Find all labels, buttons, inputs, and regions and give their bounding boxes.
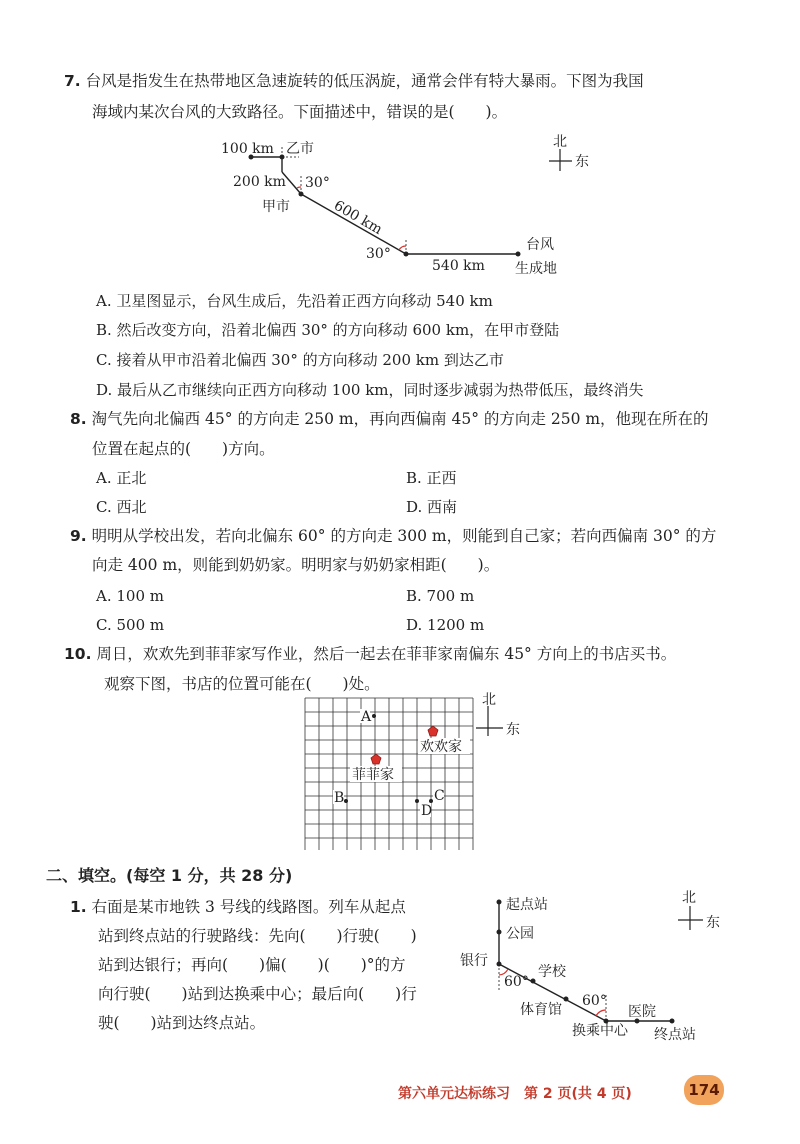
q10-point-a: A xyxy=(361,709,372,725)
s2q1-compass xyxy=(678,890,720,931)
s2q1-station-park: 公园 xyxy=(506,926,534,942)
q9-option-c[interactable]: C. 500 m xyxy=(96,616,165,634)
s2q1-label-ang1: 60° xyxy=(504,974,529,990)
q10-north-label: 北 xyxy=(482,692,496,708)
q7-label-540km: 540 km xyxy=(432,258,485,274)
q8-option-a[interactable]: A. 正北 xyxy=(96,469,147,487)
s2q1-subway-map xyxy=(0,880,800,1050)
q8-option-b[interactable]: B. 正西 xyxy=(406,469,457,487)
q7-typhoon-diagram xyxy=(0,0,800,290)
s2q1-station-end: 终点站 xyxy=(654,1027,696,1043)
q8-number: 8. xyxy=(70,410,87,428)
q10-east-label: 东 xyxy=(506,722,520,738)
q9-line2: 向走 400 m，则能到奶奶家。明明家与奶奶家相距( )。 xyxy=(92,556,500,574)
q8-option-d[interactable]: D. 西南 xyxy=(406,498,458,516)
q7-label-typhoon: 台风 xyxy=(526,237,554,253)
page-number-badge: 174 xyxy=(684,1075,724,1105)
q10-point-c: C xyxy=(434,788,445,804)
s2q1-text1: 右面是某市地铁 3 号线的线路图。列车从起点 xyxy=(91,898,406,916)
s2q1-line2: 站到终点站的行驶路线：先向( )行驶( ) xyxy=(98,927,417,945)
q9-text1: 明明从学校出发，若向北偏东 60° 的方向走 300 m，则能到自己家；若向西偏南 30° 的方 xyxy=(91,527,717,545)
s2q1-station-school: 学校 xyxy=(538,964,566,980)
s2q1-station-hospital: 医院 xyxy=(628,1004,656,1020)
q10-feifei-house-icon xyxy=(371,754,381,764)
s2q1-line5: 驶( )站到达终点站。 xyxy=(98,1014,266,1032)
q10-label-feifei: 菲菲家 xyxy=(352,767,394,783)
s2q1-label-ang2: 60° xyxy=(582,993,607,1009)
section2-title: 二、填空。(每空 1 分，共 28 分) xyxy=(46,866,293,885)
s2q1-line3: 站到达银行；再向( )偏( )( )°的方 xyxy=(98,956,406,974)
q10-number: 10. xyxy=(64,645,92,663)
q7-compass xyxy=(549,134,589,171)
q8-text1: 淘气先向北偏西 45° 的方向走 250 m，再向西偏南 45° 的方向走 250 m，他现在所在的 xyxy=(91,410,709,428)
q9-number: 9. xyxy=(70,527,87,545)
s2q1-east-label: 东 xyxy=(706,915,720,931)
s2q1-north-label: 北 xyxy=(682,890,696,906)
q7-north-label: 北 xyxy=(553,134,567,150)
q9-line1 xyxy=(70,526,716,546)
q7-east-label: 东 xyxy=(575,154,589,170)
q7-number: 7. xyxy=(64,72,81,90)
footer-text: 第六单元达标练习 第 2 页(共 4 页) xyxy=(398,1086,632,1102)
q7-label-600km: 600 km xyxy=(331,197,385,238)
q9-option-d[interactable]: D. 1200 m xyxy=(406,616,485,634)
s2q1-station-gym: 体育馆 xyxy=(520,1002,562,1018)
q7-label-ang1: 30° xyxy=(305,175,330,191)
q10-huanhuan-house-icon xyxy=(428,726,438,736)
q7-option-a[interactable]: A. 卫星图显示，台风生成后，先沿着正西方向移动 540 km xyxy=(96,292,493,310)
q10-point-d: D xyxy=(421,803,433,819)
q7-text1: 台风是指发生在热带地区急速旋转的低压涡旋，通常会伴有特大暴雨。下图为我国 xyxy=(85,72,644,90)
q7-line2: 海域内某次台风的大致路径。下面描述中，错误的是( )。 xyxy=(92,103,508,121)
q7-label-origin: 生成地 xyxy=(515,261,557,277)
q10-line2: 观察下图，书店的位置可能在( )处。 xyxy=(104,675,380,693)
q10-line1 xyxy=(64,644,676,664)
s2q1-station-start: 起点站 xyxy=(506,897,548,913)
q7-label-yi: 乙市 xyxy=(286,141,314,157)
q10-grid-map xyxy=(0,690,800,850)
q10-text1: 周日，欢欢先到菲菲家写作业，然后一起去在菲菲家南偏东 45° 方向上的书店买书。 xyxy=(96,645,677,663)
q7-label-200km: 200 km xyxy=(233,174,286,190)
q8-option-c[interactable]: C. 西北 xyxy=(96,498,147,516)
s2q1-station-transfer: 换乘中心 xyxy=(572,1023,628,1039)
s2q1-number: 1. xyxy=(70,898,87,916)
q8-line2: 位置在起点的( )方向。 xyxy=(92,440,275,458)
q7-label-100km: 100 km xyxy=(221,141,274,157)
q7-option-c[interactable]: C. 接着从甲市沿着北偏西 30° 的方向移动 200 km 到达乙市 xyxy=(96,351,504,369)
q10-compass xyxy=(476,692,520,738)
s2q1-station-bank: 银行 xyxy=(460,953,488,969)
q8-line1 xyxy=(70,409,709,429)
q10-label-huanhuan: 欢欢家 xyxy=(420,739,462,755)
s2q1-line4: 向行驶( )站到达换乘中心；最后向( )行 xyxy=(98,985,417,1003)
q7-option-d[interactable]: D. 最后从乙市继续向正西方向移动 100 km，同时逐步减弱为热带低压，最终消失 xyxy=(96,381,644,399)
q9-option-b[interactable]: B. 700 m xyxy=(406,587,475,605)
q10-point-b: B xyxy=(334,790,345,806)
q7-label-ang2: 30° xyxy=(366,246,391,262)
q7-label-jia: 甲市 xyxy=(262,199,290,215)
q9-option-a[interactable]: A. 100 m xyxy=(96,587,164,605)
q7-option-b[interactable]: B. 然后改变方向，沿着北偏西 30° 的方向移动 600 km，在甲市登陆 xyxy=(96,321,560,339)
